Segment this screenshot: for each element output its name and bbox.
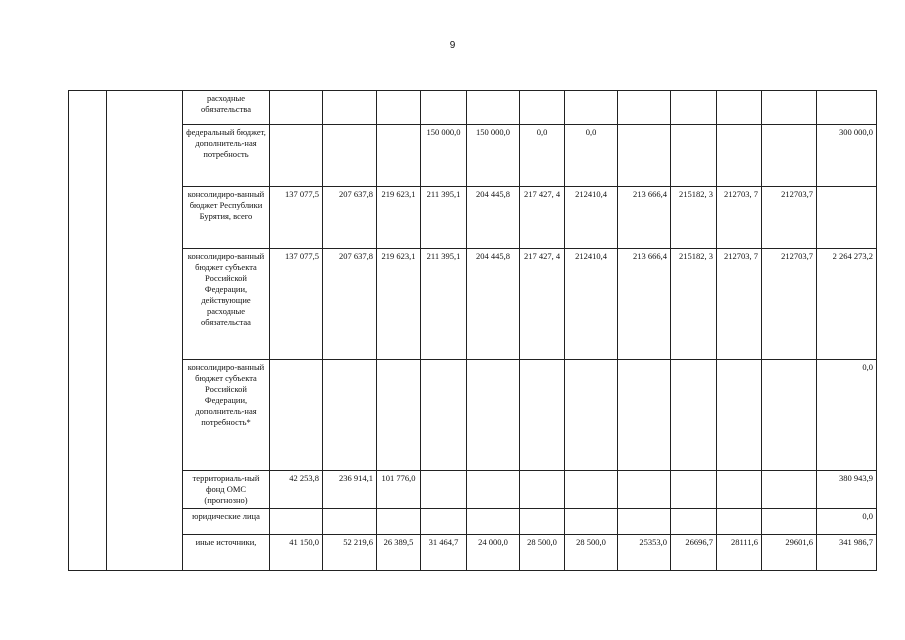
value-cell [421, 509, 467, 535]
value-cell: 0,0 [817, 509, 877, 535]
value-cell [717, 360, 762, 471]
value-cell [618, 471, 671, 509]
value-cell: 217 427, 4 [520, 249, 565, 360]
value-cell [323, 360, 377, 471]
value-cell [467, 509, 520, 535]
value-cell: 212410,4 [565, 249, 618, 360]
value-cell [565, 91, 618, 125]
value-cell [618, 125, 671, 187]
value-cell [323, 91, 377, 125]
value-cell: 0,0 [817, 360, 877, 471]
row-label: расходные обязательства [183, 91, 270, 125]
value-cell: 26696,7 [671, 535, 717, 571]
value-cell [717, 91, 762, 125]
value-cell [520, 91, 565, 125]
value-cell: 215182, 3 [671, 249, 717, 360]
value-cell: 2 264 273,2 [817, 249, 877, 360]
value-cell: 41 150,0 [270, 535, 323, 571]
value-cell: 212703,7 [762, 187, 817, 249]
row-label: консолидиро-ванный бюджет Республики Бурятия, всего [183, 187, 270, 249]
value-cell: 211 395,1 [421, 249, 467, 360]
value-cell [762, 91, 817, 125]
value-cell: 207 637,8 [323, 249, 377, 360]
row-label: территориаль-ный фонд ОМС (прогнозно) [183, 471, 270, 509]
value-cell [762, 125, 817, 187]
value-cell: 28111,6 [717, 535, 762, 571]
value-cell [671, 91, 717, 125]
value-cell [565, 509, 618, 535]
value-cell [377, 360, 421, 471]
value-cell [717, 471, 762, 509]
budget-table [68, 90, 877, 571]
table-row [69, 360, 877, 471]
value-cell [762, 471, 817, 509]
value-cell [671, 509, 717, 535]
value-cell [270, 509, 323, 535]
value-cell: 212703, 7 [717, 249, 762, 360]
blank-second-column [107, 91, 183, 571]
value-cell [467, 360, 520, 471]
value-cell [520, 360, 565, 471]
value-cell: 29601,6 [762, 535, 817, 571]
value-cell: 212703,7 [762, 249, 817, 360]
value-cell: 150 000,0 [421, 125, 467, 187]
value-cell: 24 000,0 [467, 535, 520, 571]
table-row [69, 471, 877, 509]
value-cell: 204 445,8 [467, 249, 520, 360]
value-cell: 52 219,6 [323, 535, 377, 571]
value-cell [323, 125, 377, 187]
value-cell: 204 445,8 [467, 187, 520, 249]
value-cell: 31 464,7 [421, 535, 467, 571]
value-cell: 42 253,8 [270, 471, 323, 509]
value-cell: 215182, 3 [671, 187, 717, 249]
value-cell: 219 623,1 [377, 249, 421, 360]
value-cell: 137 077,5 [270, 187, 323, 249]
value-cell [270, 360, 323, 471]
value-cell [618, 360, 671, 471]
value-cell [618, 91, 671, 125]
page-number: 9 [449, 40, 456, 51]
value-cell [817, 187, 877, 249]
value-cell: 213 666,4 [618, 249, 671, 360]
value-cell [762, 509, 817, 535]
value-cell: 300 000,0 [817, 125, 877, 187]
value-cell [717, 509, 762, 535]
row-label: юридические лица [183, 509, 270, 535]
value-cell: 26 389,5 [377, 535, 421, 571]
value-cell [565, 360, 618, 471]
table-row [69, 91, 877, 125]
value-cell: 236 914,1 [323, 471, 377, 509]
value-cell: 0,0 [520, 125, 565, 187]
blank-left-column [69, 91, 107, 571]
value-cell: 0,0 [565, 125, 618, 187]
value-cell: 380 943,9 [817, 471, 877, 509]
value-cell: 341 986,7 [817, 535, 877, 571]
value-cell [270, 91, 323, 125]
value-cell [671, 471, 717, 509]
value-cell: 211 395,1 [421, 187, 467, 249]
value-cell [520, 471, 565, 509]
value-cell: 101 776,0 [377, 471, 421, 509]
value-cell [377, 125, 421, 187]
value-cell [421, 471, 467, 509]
value-cell: 150 000,0 [467, 125, 520, 187]
value-cell: 212703, 7 [717, 187, 762, 249]
table-row [69, 249, 877, 360]
value-cell: 28 500,0 [520, 535, 565, 571]
row-label: консолидиро-ванный бюджет субъекта Российской Федерации, действующие расходные обязательстаа [183, 249, 270, 360]
value-cell [270, 125, 323, 187]
table-row [69, 125, 877, 187]
table-row [69, 535, 877, 571]
value-cell: 219 623,1 [377, 187, 421, 249]
value-cell [421, 91, 467, 125]
row-label: федеральный бюджет, дополнитель-ная потребность [183, 125, 270, 187]
value-cell [377, 91, 421, 125]
value-cell [377, 509, 421, 535]
table-row [69, 509, 877, 535]
row-label: консолидиро-ванный бюджет субъекта Российской Федерации, дополнитель-ная потребность* [183, 360, 270, 471]
value-cell [467, 91, 520, 125]
value-cell [467, 471, 520, 509]
value-cell: 207 637,8 [323, 187, 377, 249]
row-label: иные источники, [183, 535, 270, 571]
value-cell [565, 471, 618, 509]
value-cell: 213 666,4 [618, 187, 671, 249]
value-cell: 137 077,5 [270, 249, 323, 360]
value-cell: 25353,0 [618, 535, 671, 571]
value-cell: 217 427, 4 [520, 187, 565, 249]
value-cell [323, 509, 377, 535]
value-cell [817, 91, 877, 125]
value-cell [671, 125, 717, 187]
value-cell [762, 360, 817, 471]
value-cell: 28 500,0 [565, 535, 618, 571]
value-cell [717, 125, 762, 187]
value-cell [671, 360, 717, 471]
value-cell [520, 509, 565, 535]
value-cell [421, 360, 467, 471]
table-row [69, 187, 877, 249]
value-cell [618, 509, 671, 535]
value-cell: 212410,4 [565, 187, 618, 249]
